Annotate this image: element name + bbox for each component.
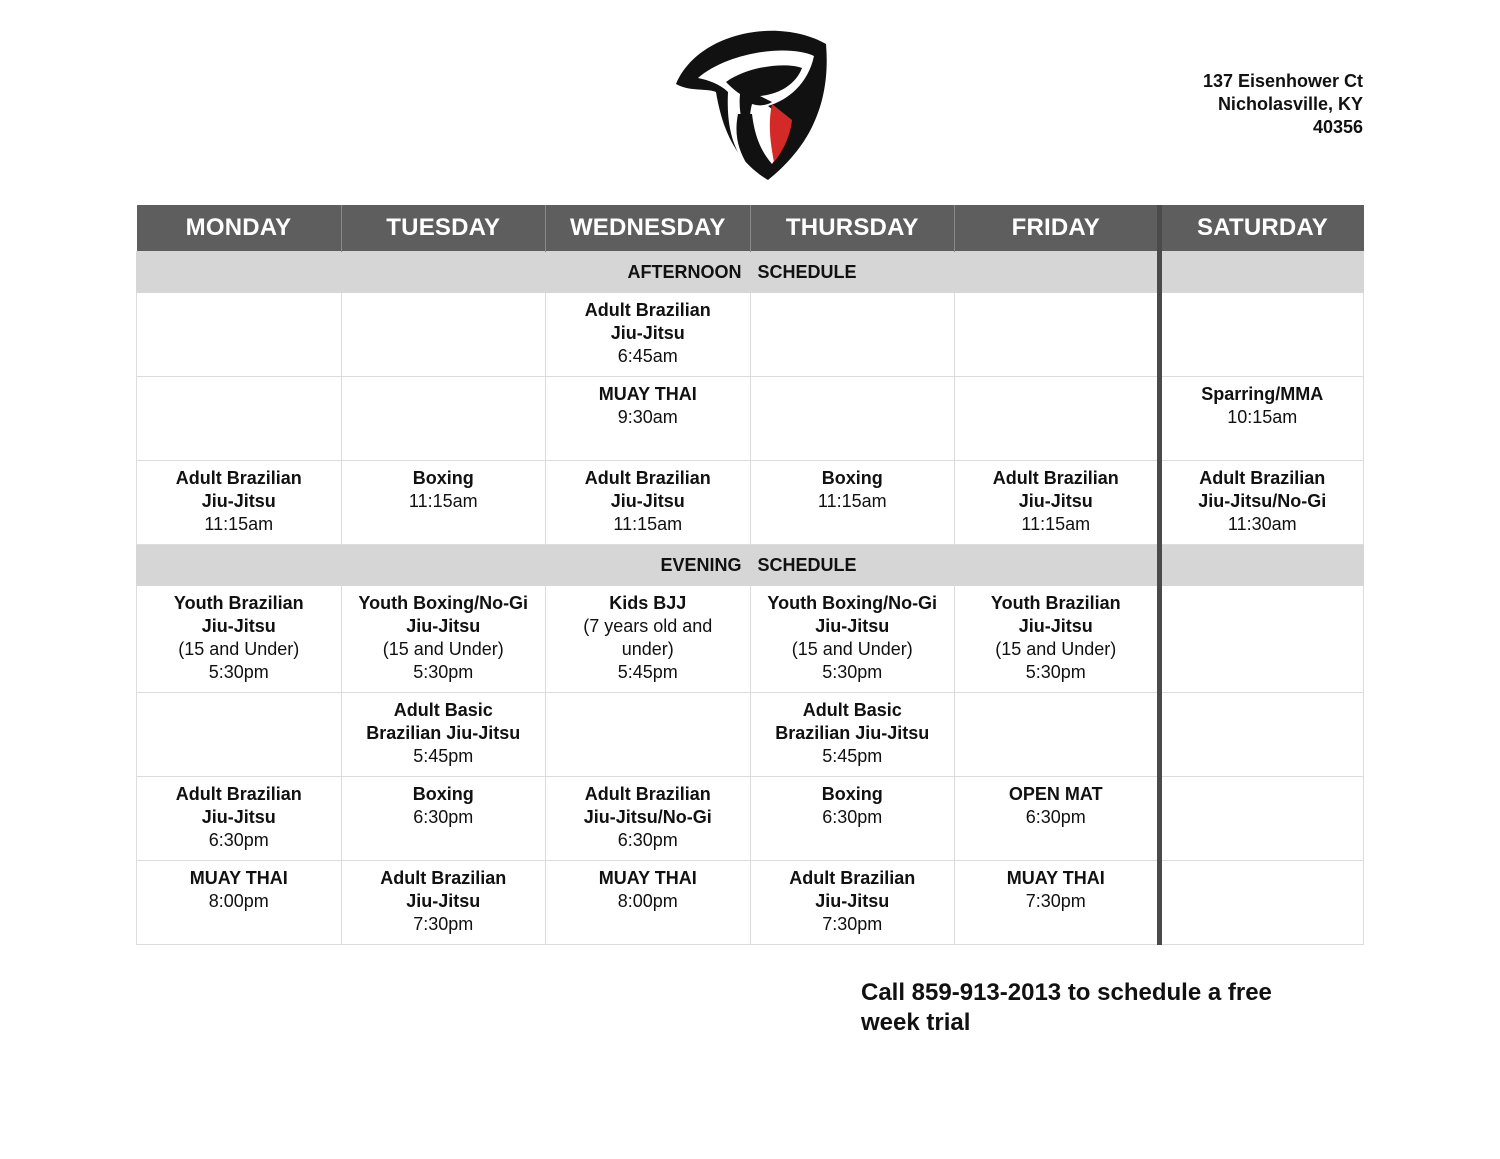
schedule-row	[137, 861, 1364, 945]
address-street: 137 Eisenhower Ct	[1202, 71, 1363, 91]
class-cell	[546, 293, 751, 377]
empty-cell	[1159, 293, 1364, 377]
empty-cell	[1159, 586, 1364, 693]
class-name: Youth Brazilian	[173, 593, 304, 613]
class-name: Boxing	[821, 468, 883, 488]
class-name: Jiu-Jitsu	[201, 807, 276, 827]
class-name: Brazilian Jiu-Jitsu	[775, 723, 930, 743]
class-cell	[137, 861, 342, 945]
day-header-thursday: THURSDAY	[750, 205, 955, 252]
class-cell	[341, 861, 546, 945]
class-name: Jiu-Jitsu/No-Gi	[1198, 491, 1327, 511]
class-time: 8:00pm	[208, 891, 269, 911]
schedule-row	[137, 293, 1364, 377]
class-time: 11:15am	[1021, 514, 1091, 534]
day-header-friday: FRIDAY	[955, 205, 1160, 252]
class-name: Jiu-Jitsu	[1018, 616, 1093, 636]
class-name: Adult Brazilian	[380, 868, 507, 888]
empty-cell	[546, 693, 751, 777]
class-name: Adult Brazilian	[992, 468, 1119, 488]
class-name: Youth Boxing/No-Gi	[358, 593, 529, 613]
class-cell	[750, 777, 955, 861]
schedule-row	[137, 693, 1364, 777]
class-name: Boxing	[412, 784, 474, 804]
class-note: (15 and Under)	[178, 639, 300, 659]
class-time: 7:30pm	[822, 914, 883, 934]
class-cell	[955, 861, 1160, 945]
empty-cell	[1159, 693, 1364, 777]
class-name: Adult Brazilian	[1199, 468, 1326, 488]
class-name: OPEN MAT	[1008, 784, 1103, 804]
empty-cell	[341, 377, 546, 461]
class-cell	[341, 461, 546, 545]
class-note: (15 and Under)	[382, 639, 504, 659]
section-spacer	[341, 252, 546, 293]
class-note: (15 and Under)	[995, 639, 1117, 659]
class-cell	[546, 861, 751, 945]
class-name: MUAY THAI	[189, 868, 288, 888]
class-name: Jiu-Jitsu/No-Gi	[583, 807, 712, 827]
class-cell	[341, 586, 546, 693]
class-time: 6:30pm	[208, 830, 269, 850]
address-city: Nicholasville, KY	[1217, 94, 1363, 114]
schedule-row	[137, 461, 1364, 545]
address-zip: 40356	[1312, 117, 1363, 137]
class-cell	[955, 461, 1160, 545]
class-name: Adult Basic	[802, 700, 902, 720]
class-name: Boxing	[412, 468, 474, 488]
schedule-row	[137, 777, 1364, 861]
class-name: Adult Brazilian	[584, 468, 711, 488]
class-cell	[955, 586, 1160, 693]
class-time: 9:30am	[617, 407, 678, 427]
class-note: (15 and Under)	[791, 639, 913, 659]
schedule-row	[137, 377, 1364, 461]
class-name: Jiu-Jitsu	[610, 491, 685, 511]
class-cell	[1159, 377, 1364, 461]
schedule-row	[137, 586, 1364, 693]
empty-cell	[341, 293, 546, 377]
class-time: 6:30pm	[822, 807, 883, 827]
class-name: Sparring/MMA	[1201, 384, 1324, 404]
class-name: Adult Brazilian	[175, 468, 302, 488]
class-name: Jiu-Jitsu	[610, 323, 685, 343]
empty-cell	[955, 293, 1160, 377]
evening-section-row	[137, 545, 1364, 586]
class-cell	[750, 586, 955, 693]
class-time: 6:45am	[617, 346, 678, 366]
class-cell	[546, 461, 751, 545]
class-note: (7 years old and	[583, 616, 713, 636]
class-time: 7:30pm	[1025, 891, 1086, 911]
class-cell	[750, 693, 955, 777]
class-name: Adult Basic	[393, 700, 493, 720]
empty-cell	[955, 693, 1160, 777]
class-time: 5:30pm	[822, 662, 883, 682]
evening-label: EVENING	[546, 545, 751, 586]
class-time: 11:15am	[613, 514, 683, 534]
section-spacer	[955, 545, 1160, 586]
class-cell	[750, 461, 955, 545]
class-time: 5:30pm	[413, 662, 474, 682]
class-name: Jiu-Jitsu	[815, 891, 890, 911]
class-name: Jiu-Jitsu	[201, 616, 276, 636]
class-cell	[137, 777, 342, 861]
free-trial-call-to-action: Call 859-913-2013 to schedule a free week trial	[861, 979, 1272, 1036]
class-cell	[546, 586, 751, 693]
class-name: Jiu-Jitsu	[815, 616, 890, 636]
class-time: 5:45pm	[822, 746, 883, 766]
class-cell	[137, 586, 342, 693]
class-name: Youth Boxing/No-Gi	[767, 593, 938, 613]
afternoon-label: AFTERNOON	[546, 252, 751, 293]
gym-address	[1203, 70, 1363, 139]
class-name: Jiu-Jitsu	[201, 491, 276, 511]
class-name: Adult Brazilian	[789, 868, 916, 888]
class-cell	[955, 777, 1160, 861]
class-cell	[1159, 461, 1364, 545]
class-name: Brazilian Jiu-Jitsu	[366, 723, 521, 743]
class-name: MUAY THAI	[598, 384, 697, 404]
section-spacer	[1159, 545, 1364, 586]
class-time: 7:30pm	[413, 914, 474, 934]
afternoon-schedule-label: SCHEDULE	[750, 252, 955, 293]
empty-cell	[137, 693, 342, 777]
empty-cell	[750, 293, 955, 377]
class-time: 6:30pm	[617, 830, 678, 850]
class-note: under)	[621, 639, 674, 659]
class-schedule-table	[136, 205, 1364, 945]
evening-schedule-label: SCHEDULE	[750, 545, 955, 586]
day-header-tuesday: TUESDAY	[341, 205, 546, 252]
day-header-wednesday: WEDNESDAY	[546, 205, 751, 252]
class-cell	[546, 377, 751, 461]
empty-cell	[137, 377, 342, 461]
class-name: Adult Brazilian	[175, 784, 302, 804]
class-name: MUAY THAI	[598, 868, 697, 888]
class-name: Jiu-Jitsu	[406, 891, 481, 911]
class-time: 8:00pm	[617, 891, 678, 911]
class-time: 5:30pm	[1025, 662, 1086, 682]
class-time: 5:45pm	[617, 662, 678, 682]
class-cell	[546, 777, 751, 861]
class-cell	[341, 693, 546, 777]
class-time: 5:30pm	[208, 662, 269, 682]
empty-cell	[955, 377, 1160, 461]
class-name: Adult Brazilian	[584, 784, 711, 804]
class-time: 11:15am	[204, 514, 274, 534]
section-spacer	[955, 252, 1160, 293]
empty-cell	[1159, 777, 1364, 861]
empty-cell	[1159, 861, 1364, 945]
class-time: 10:15am	[1227, 407, 1298, 427]
gym-logo	[668, 22, 832, 184]
class-cell	[750, 861, 955, 945]
class-time: 5:45pm	[413, 746, 474, 766]
class-time: 11:15am	[817, 491, 887, 511]
afternoon-section-row	[137, 252, 1364, 293]
class-name: Boxing	[821, 784, 883, 804]
day-header-monday: MONDAY	[137, 205, 342, 252]
class-name: Jiu-Jitsu	[406, 616, 481, 636]
day-header-saturday: SATURDAY	[1159, 205, 1364, 252]
class-cell	[341, 777, 546, 861]
class-time: 11:30am	[1227, 514, 1297, 534]
section-spacer	[137, 252, 342, 293]
class-name: MUAY THAI	[1006, 868, 1105, 888]
class-name: Adult Brazilian	[584, 300, 711, 320]
class-cell	[137, 461, 342, 545]
empty-cell	[750, 377, 955, 461]
class-time: 6:30pm	[1025, 807, 1086, 827]
class-time: 11:15am	[408, 491, 478, 511]
section-spacer	[137, 545, 342, 586]
class-time: 6:30pm	[413, 807, 474, 827]
section-spacer	[341, 545, 546, 586]
class-name: Youth Brazilian	[990, 593, 1121, 613]
class-name: Jiu-Jitsu	[1018, 491, 1093, 511]
day-header-row	[137, 205, 1364, 252]
class-name: Kids BJJ	[609, 593, 687, 613]
empty-cell	[137, 293, 342, 377]
section-spacer	[1159, 252, 1364, 293]
